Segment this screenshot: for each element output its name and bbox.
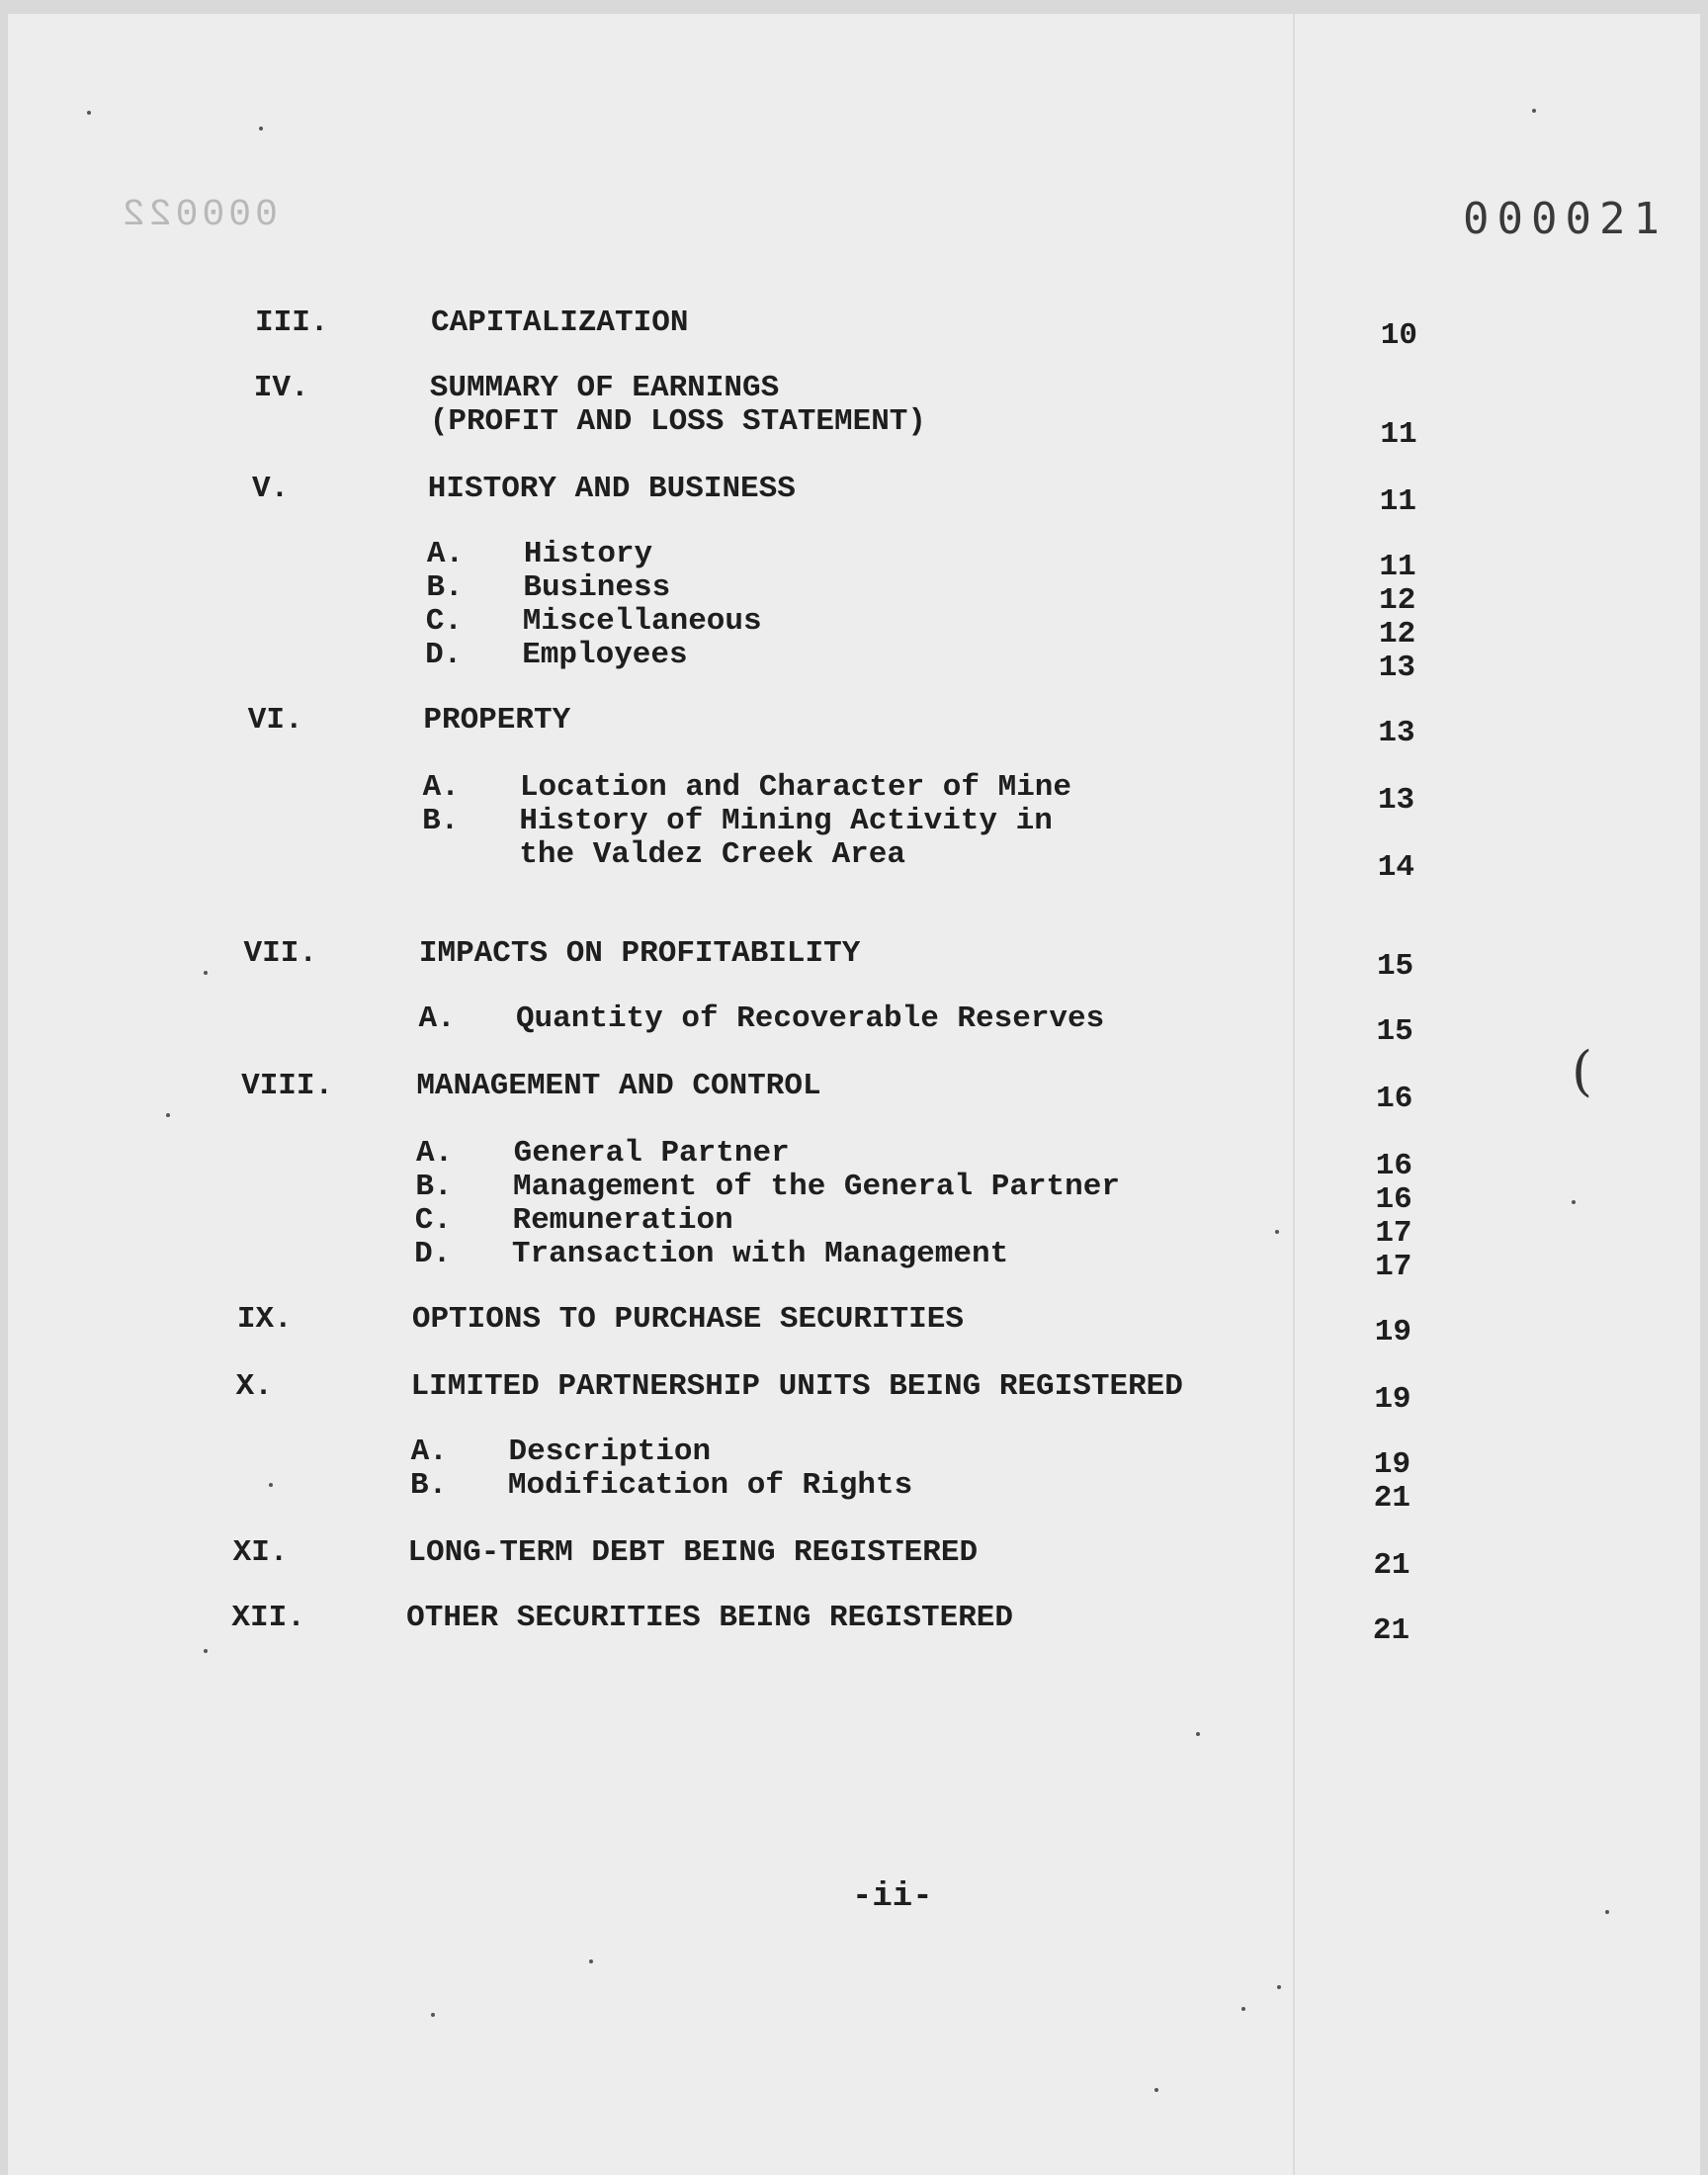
subsection-letter: A.: [422, 770, 460, 805]
subsection-letter: A.: [416, 1136, 454, 1171]
subsection-page-number: 16: [1375, 1182, 1412, 1217]
page-fold-line: [1293, 14, 1295, 2175]
section-page-number: 13: [1378, 716, 1415, 750]
section-page-number: 11: [1380, 417, 1417, 452]
speck: [1154, 2088, 1158, 2092]
subsection-page-number: 17: [1375, 1250, 1412, 1284]
subsection-title: Modification of Rights: [507, 1468, 913, 1503]
section-title: HISTORY AND BUSINESS: [427, 472, 796, 506]
subsection-letter: B.: [426, 570, 464, 605]
subsection-page-number: 19: [1373, 1447, 1411, 1482]
subsection-title: Description: [508, 1435, 712, 1469]
page-number-footer: -ii-: [852, 1878, 933, 1916]
section-number: IX.: [236, 1302, 293, 1337]
subsection-title: Remuneration: [512, 1203, 733, 1238]
speck: [589, 1959, 593, 1963]
section-title: OTHER SECURITIES BEING REGISTERED: [406, 1601, 1014, 1635]
subsection-title: Business: [523, 570, 671, 605]
subsection-title: Quantity of Recoverable Reserves: [515, 1001, 1105, 1036]
section-title: OPTIONS TO PURCHASE SECURITIES: [411, 1302, 964, 1337]
section-title: MANAGEMENT AND CONTROL: [416, 1069, 821, 1103]
subsection-title: Location and Character of Mine: [519, 770, 1071, 805]
section-page-number: 21: [1372, 1613, 1410, 1648]
subsection-letter: D.: [414, 1237, 452, 1271]
subsection-page-number: 12: [1379, 583, 1416, 618]
subsection-page-number: 16: [1375, 1149, 1412, 1183]
section-title: LIMITED PARTNERSHIP UNITS BEING REGISTERED: [410, 1369, 1183, 1404]
section-title: SUMMARY OF EARNINGS (PROFIT AND LOSS STATEMENT): [429, 371, 927, 439]
speck: [1572, 1200, 1576, 1204]
subsection-letter: B.: [422, 804, 460, 838]
section-number: VII.: [243, 936, 317, 971]
subsection-letter: A.: [418, 1001, 456, 1036]
section-number: V.: [251, 472, 290, 506]
speck: [87, 111, 91, 115]
subsection-title: Management of the General Partner: [513, 1170, 1120, 1204]
subsection-title: Employees: [522, 638, 688, 672]
speck: [1196, 1732, 1200, 1736]
subsection-page-number: 15: [1376, 1014, 1413, 1049]
speck: [1277, 1985, 1281, 1989]
section-title: LONG-TERM DEBT BEING REGISTERED: [407, 1535, 979, 1570]
speck: [431, 2013, 435, 2017]
subsection-letter: B.: [415, 1170, 453, 1204]
subsection-page-number: 17: [1375, 1216, 1412, 1251]
section-page-number: 16: [1376, 1082, 1413, 1116]
subsection-page-number: 14: [1377, 850, 1414, 885]
speck: [1275, 1230, 1279, 1234]
subsection-letter: B.: [409, 1468, 448, 1503]
section-number: VIII.: [241, 1069, 334, 1103]
subsection-letter: C.: [414, 1203, 452, 1238]
section-title: IMPACTS ON PROFITABILITY: [418, 936, 861, 971]
document-number-stamp: 000021: [1463, 194, 1667, 244]
subsection-letter: A.: [426, 537, 465, 571]
subsection-title: Transaction with Management: [511, 1237, 1009, 1271]
section-number: IV.: [253, 371, 309, 405]
speck: [1605, 1910, 1609, 1914]
speck: [166, 1113, 170, 1117]
speck: [204, 1649, 208, 1653]
section-page-number: 10: [1380, 318, 1417, 353]
subsection-letter: C.: [425, 604, 463, 639]
subsection-page-number: 13: [1378, 651, 1415, 685]
subsection-page-number: 21: [1373, 1481, 1410, 1516]
section-number: III.: [255, 305, 329, 340]
show-through-number: 000022: [119, 194, 278, 236]
section-title: CAPITALIZATION: [431, 305, 689, 340]
margin-mark: (: [1572, 1040, 1593, 1102]
subsection-letter: A.: [410, 1435, 448, 1469]
section-page-number: 15: [1376, 949, 1414, 984]
section-number: XI.: [232, 1535, 289, 1570]
speck: [1241, 2007, 1245, 2011]
section-number: VI.: [247, 703, 303, 738]
subsection-page-number: 12: [1378, 617, 1416, 652]
speck: [1532, 109, 1536, 113]
section-page-number: 21: [1373, 1548, 1410, 1583]
section-number: X.: [235, 1369, 273, 1404]
subsection-letter: D.: [425, 638, 463, 672]
subsection-title: History of Mining Activity in the Valdez Creek Area: [519, 804, 1053, 872]
section-title: PROPERTY: [423, 703, 571, 738]
section-number: XII.: [231, 1601, 305, 1635]
subsection-title: Miscellaneous: [522, 604, 762, 639]
subsection-title: General Partner: [513, 1136, 790, 1171]
section-page-number: 19: [1374, 1382, 1411, 1417]
speck: [259, 127, 263, 130]
speck: [204, 971, 208, 975]
subsection-page-number: 13: [1377, 783, 1415, 818]
section-page-number: 19: [1374, 1315, 1411, 1349]
speck: [269, 1483, 273, 1487]
subsection-title: History: [523, 537, 653, 571]
section-page-number: 11: [1379, 484, 1416, 519]
subsection-page-number: 11: [1379, 550, 1416, 584]
